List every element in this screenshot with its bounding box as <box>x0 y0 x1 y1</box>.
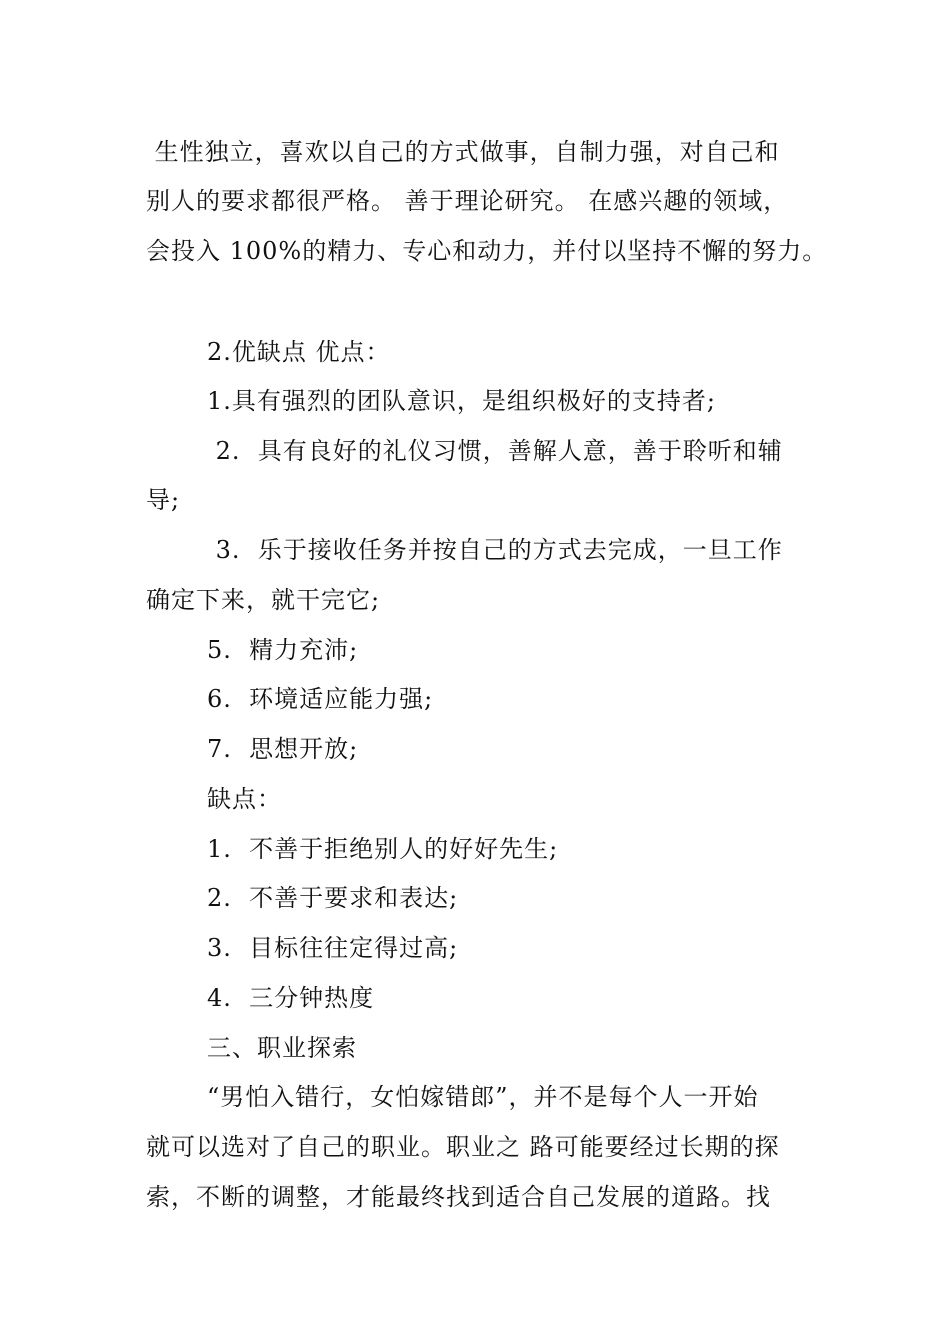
strength-item-2-continued: 导; <box>146 486 181 514</box>
paragraph-line: 会投入 100%的精力、专心和动力，并付以坚持不懈的努力。 <box>146 237 828 265</box>
section-heading-career: 三、职业探索 <box>207 1034 357 1062</box>
strength-item-7: 7. 思想开放; <box>207 735 359 763</box>
weakness-item-1: 1. 不善于拒绝别人的好好先生; <box>207 835 559 863</box>
paragraph-line: “男怕入错行，女怕嫁错郎”，并不是每个人一开始 <box>207 1083 759 1111</box>
strength-item-5: 5. 精力充沛; <box>207 636 359 664</box>
weakness-item-4: 4. 三分钟热度 <box>207 984 375 1012</box>
strength-item-6: 6. 环境适应能力强; <box>207 685 434 713</box>
section-heading-weaknesses: 缺点： <box>207 785 282 813</box>
strength-item-2: 2. 具有良好的礼仪习惯，善解人意，善于聆听和辅 <box>207 437 783 465</box>
paragraph-line: 索，不断的调整，才能最终找到适合自己发展的道路。找 <box>146 1183 771 1211</box>
paragraph-line: 就可以选对了自己的职业。职业之 路可能要经过长期的探 <box>146 1133 780 1161</box>
paragraph-line: 生性独立，喜欢以自己的方式做事，自制力强，对自己和 <box>146 138 780 166</box>
weakness-item-3: 3. 目标往往定得过高; <box>207 934 459 962</box>
weakness-item-2: 2. 不善于要求和表达; <box>207 884 459 912</box>
strength-item-3: 3. 乐于接收任务并按自己的方式去完成，一旦工作 <box>207 536 783 564</box>
section-heading-strengths: 2.优缺点 优点： <box>207 338 391 366</box>
paragraph-line: 别人的要求都很严格。 善于理论研究。 在感兴趣的领域， <box>146 187 789 215</box>
strength-item-1: 1.具有强烈的团队意识，是组织极好的支持者; <box>207 387 716 415</box>
strength-item-3-continued: 确定下来，就干完它; <box>146 586 381 614</box>
